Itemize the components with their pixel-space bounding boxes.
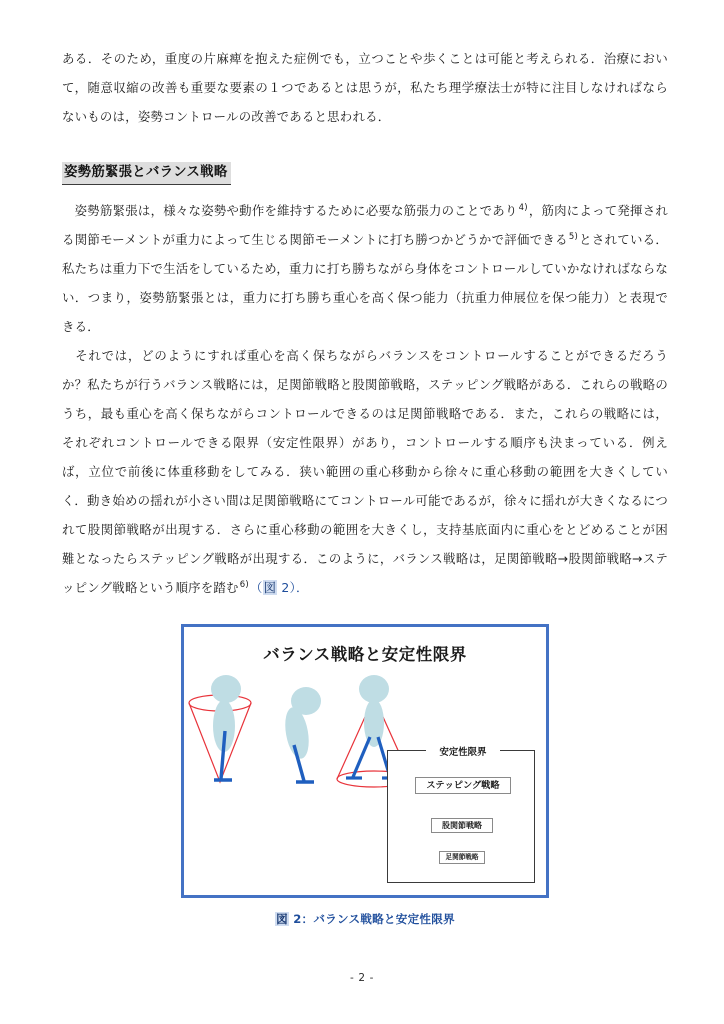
- label-stepping-strategy: ステッピング戦略: [415, 777, 511, 794]
- label-ankle-strategy: 足関節戦略: [439, 851, 485, 864]
- stick-figure-ankle-strategy: [189, 675, 251, 782]
- figure-cross-reference[interactable]: [250, 580, 309, 595]
- section-heading: 姿勢筋緊張とバランス戦略: [62, 162, 231, 185]
- paragraph-balance-strategy: [62, 341, 668, 602]
- reference-marker-4: 4): [518, 202, 528, 213]
- reference-marker-6: 6): [239, 579, 249, 590]
- paragraph-text-segment: ，筋肉によって発揮される関節モーメントが重力によって生じる関節モーメントに打ち勝つかどうかで評価できる: [62, 203, 668, 247]
- figure-reference-number: 2）．: [277, 580, 309, 595]
- paragraph-text-segment: それでは，どのようにすれば重心を高く保ちながらバランスをコントロールすることができるだろうか？私たちが行うバランス戦略には，足関節戦略と股関節戦略，ステッピング戦略がある．これらの戦略のうち，最も重心を高く保ちながらコントロールできるのは足関節戦略である．また，これらの戦略には，それぞれコントロールできる限界（安定性限界）があり，コントロールする順序も決まっている．例えば，立位で前後に体重移動をしてみる．狭い範囲の重心移動から徐々に重心移動の範囲を大きくしていく．動き始めの揺れが小さい間は足関節戦略にてコントロール可能であるが，徐々に揺れが大きくなるにつれて股関節戦略が出現する．さらに重心移動の範囲を大きくし，支持基底面内に重心をとどめることが困難となったらステッピング戦略が出現する．このように，バランス戦略は，足関節戦略→股関節戦略→ステッピング戦略という順序を踏む: [62, 348, 668, 595]
- stick-figure-hip-strategy: [282, 687, 321, 782]
- figure-reference-open-paren: （: [249, 580, 263, 595]
- page-content: [62, 44, 668, 927]
- stability-limit-panel: [387, 747, 535, 883]
- figure-caption-marker: 図: [276, 912, 288, 926]
- figure-caption-text: 2：バランス戦略と安定性限界: [288, 912, 455, 926]
- figure-inner-title: バランス戦略と安定性限界: [263, 645, 467, 664]
- paragraph-continuation: ある．そのため，重度の片麻痺を抱えた症例でも，立つことや歩くことは可能と考えられる．治療において，随意収縮の改善も重要な要素の１つであるとは思うが，私たち理学療法士が特に注目しなければならないものは，姿勢コントロールの改善であると思われる．: [62, 51, 668, 124]
- paragraph-text-segment: 姿勢筋緊張は，様々な姿勢や動作を維持するために必要な筋張力のことであり: [62, 203, 518, 218]
- reference-marker-5: 5): [568, 231, 579, 242]
- page-number: - 2 -: [349, 972, 375, 984]
- figure-2-image: [181, 624, 549, 898]
- paragraph-postural-tone: [62, 196, 668, 341]
- figure-block: [62, 624, 668, 927]
- section-heading-wrapper: [62, 161, 668, 185]
- figure-reference-marker: 図: [263, 580, 277, 595]
- figure-caption: [62, 911, 668, 927]
- paragraph-text-segment: とされている．私たちは重力下で生活をしているため，重力に打ち勝ちながら身体をコントロールしていかなければならない．つまり，姿勢筋緊張とは，重力に打ち勝ち重心を高く保つ能力（抗重力伸展位を保つ能力）と表現できる．: [62, 232, 668, 334]
- stability-limit-label: 安定性限界: [426, 744, 500, 758]
- label-hip-strategy: 股関節戦略: [431, 818, 493, 833]
